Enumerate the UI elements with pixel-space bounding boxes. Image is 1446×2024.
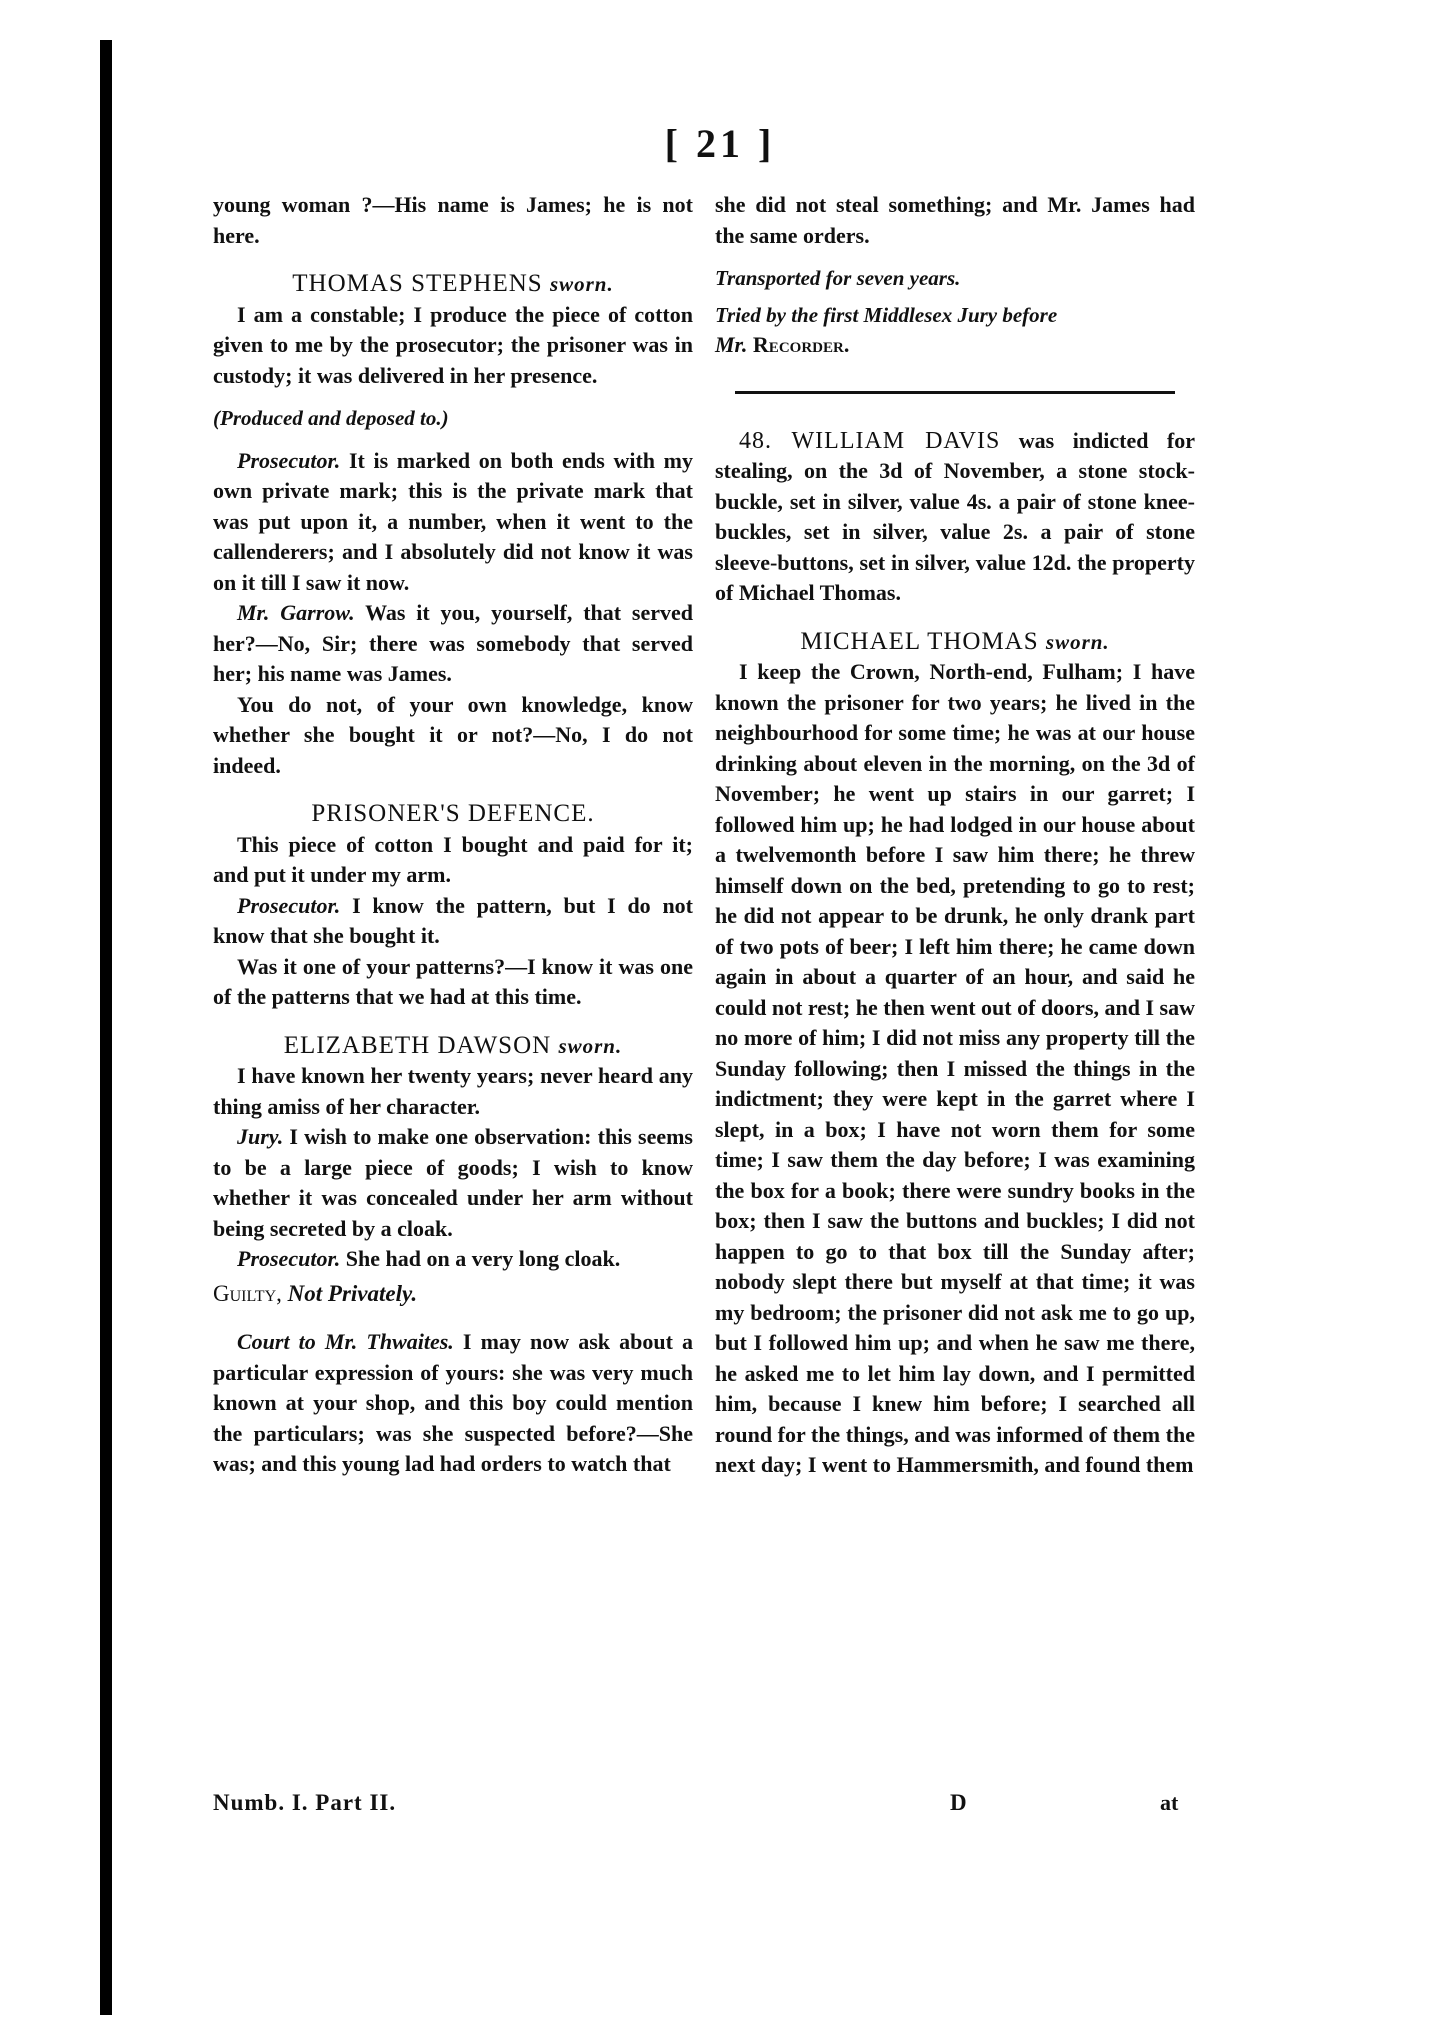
case-number: 48. WILLIAM DAVIS — [739, 427, 1001, 454]
left-column — [213, 190, 693, 1480]
witness-heading — [213, 269, 693, 300]
catchword: at — [1160, 1790, 1179, 1815]
witness-name: THOMAS STEPHENS — [292, 270, 543, 297]
indictment-paragraph: 48. WILLIAM DAVIS was indicted for stealing, on the 3d of November, a stone stock-buckle, set in silver, value 4s. a pair of stone knee-buckles, set in silver, value 2s. a pair of stone sleeve-buttons, set in silver, value 12d. the property of Michael Thomas. — [715, 427, 1196, 605]
tried-by-recorder: Mr. Recorder. — [715, 332, 850, 357]
paragraph: she did not steal something; and Mr. James had the same orders. — [715, 192, 1195, 248]
paragraph: young woman ?—His name is James; he is not here. — [213, 192, 693, 248]
binding-edge — [100, 40, 112, 2015]
speaker: Prosecutor. — [237, 1246, 341, 1271]
witness-heading — [213, 1031, 693, 1062]
footer-part: Numb. I. Part II. — [213, 1790, 397, 1815]
section-rule — [735, 391, 1175, 394]
paragraph: Prosecutor. It is marked on both ends with my own private mark; this is the private mark that was put upon it, a number, when it went to the callenderers; and I absolutely did not know it was on it till I saw it now. — [213, 447, 693, 595]
paragraph: I am a constable; I produce the piece of cotton given to me by the prosecutor; the prisoner was in custody; it was delivered in her presence. — [213, 301, 693, 388]
paragraph: I keep the Crown, North-end, Fulham; I have known the prisoner for two years; he lived in the neighbourhood for some time; he was at our house drinking about eleven in the morning, on the 3d of November; he went up stairs in our garret; I followed him up; he had lodged in our house about a twelvemonth before I saw him there; he threw himself down on the bed, pretending to go to rest; he did not appear to be drunk, he only drank part of two pots of beer; I left him there; he came down again in about a quarter of an hour, and said he could not rest; he then went out of doors, and I saw no more of him; I did not miss any property till the Sunday following; then I missed the things in the indictment; they were kept in the garret where I slept, in a box; I have not worn them for some time; I saw them the day before; I was examining the box for a book; there were sundry books in the box; then I saw the buttons and buckles; I did not happen to go to that box till the Sunday after; nobody slept there but myself at that time; it was my bedroom; the prisoner did not ask me to go up, but I followed him up; and when he saw me there, he asked me to let him lay down, and I permitted him, because I knew him before; I searched all round for the things, and was informed of them the next day; I went to Hammersmith, and found them — [715, 659, 1195, 1477]
witness-heading — [715, 627, 1195, 658]
sworn-label: sworn. — [558, 1033, 623, 1058]
tried-by: Tried by the first Middlesex Jury before — [715, 302, 1058, 327]
section-heading: PRISONER'S DEFENCE. — [311, 800, 595, 827]
speaker: Jury. — [237, 1124, 284, 1149]
paragraph: This piece of cotton I bought and paid for it; and put it under my arm. — [213, 831, 693, 887]
paragraph: You do not, of your own knowledge, know whether she bought it or not?—No, I do not indeed. — [213, 691, 693, 778]
speaker: Prosecutor. — [237, 447, 341, 473]
paragraph: Jury. I wish to make one observation: this seems to be a large piece of goods; I wish to know whether it was concealed under her arm without being secreted by a cloak. — [213, 1124, 693, 1241]
speaker: Prosecutor. — [237, 892, 341, 918]
witness-name: MICHAEL THOMAS — [800, 627, 1039, 655]
page-number: [ 21 ] — [664, 121, 776, 166]
speaker: Mr. Garrow. — [237, 600, 355, 625]
right-column — [715, 190, 1195, 1481]
paragraph: Prosecutor. She had on a very long cloak. — [237, 1246, 621, 1271]
sworn-label: sworn. — [549, 272, 614, 296]
sentence: Transported for seven years. — [715, 266, 961, 290]
witness-name: ELIZABETH DAWSON — [283, 1031, 552, 1059]
paragraph: Was it one of your patterns?—I know it was one of the patterns that we had at this time. — [213, 953, 693, 1009]
paragraph: Court to Mr. Thwaites. I may now ask about a particular expression of yours: she was very much known at your shop, and this boy could mention the particulars; was she suspected before?—She was; and this young lad had orders to watch that — [213, 1329, 693, 1476]
stage-note: (Produced and deposed to.) — [213, 406, 449, 430]
paragraph: Prosecutor. I know the pattern, but I do not know that she bought it. — [213, 892, 694, 948]
speaker: Court to Mr. Thwaites. — [237, 1329, 454, 1354]
verdict: Guilty, Not Privately. — [213, 1280, 418, 1306]
signature-mark: D — [950, 1790, 967, 1815]
paragraph: I have known her twenty years; never heard any thing amiss of her character. — [213, 1063, 693, 1119]
sworn-label: sworn. — [1045, 629, 1110, 654]
paragraph: Mr. Garrow. Was it you, yourself, that served her?—No, Sir; there was somebody that served her; his name was James. — [213, 600, 694, 686]
